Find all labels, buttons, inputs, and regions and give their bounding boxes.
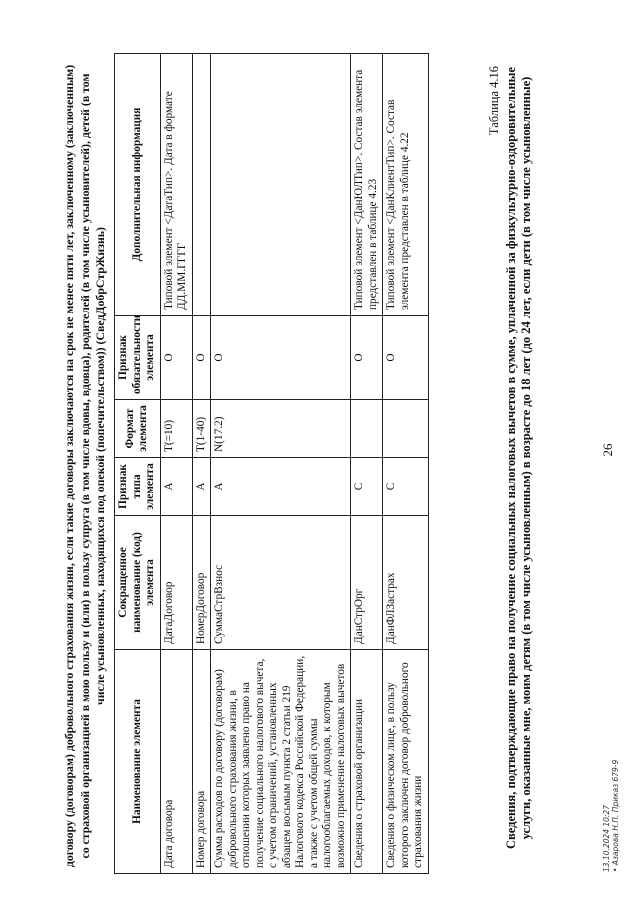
cell-name: Сведения о физическом лице, в пользу которого заключен договор добровольного страхования жизни (383, 650, 429, 874)
table-caption: Сведения, подтверждающие право на получение социальных налоговых вычетов в сумме, уплаченной за физкультурно-оздоровительные услуги, оказанные мне, моим детям (в том числе усыновленным) в возрасте до 18 лет (до 24 лет, если дети (в том числе усыновленные) (504, 67, 533, 849)
cell-format: T(=10) (160, 400, 192, 458)
cell-required: О (383, 316, 429, 400)
cell-type: А (192, 458, 211, 516)
cell-required: О (351, 316, 383, 400)
cell-format: T(1-40) (192, 400, 211, 458)
header-type: Признак типа элемента (115, 458, 161, 516)
cell-name: Сведения о страховой организации (351, 650, 383, 874)
cell-info: Типовой элемент <ДанКлиентТип>. Состав элемента представлен в таблице 4.22 (383, 54, 429, 316)
signature-stamp (602, 612, 620, 872)
header-info: Дополнительная информация (115, 54, 161, 316)
cell-format (351, 400, 383, 458)
stamp-line: • Азарова Н.П. Приказ 679-9 (611, 759, 620, 872)
cell-name: Сумма расходов по договору (договорам) добровольного страхования жизни, в отношении которых заявлено право на получение социального налогового вычета, с учетом ограничений, установленных абзацем восьмым пункта 2 статьи 219 Налогового кодекса Российской Федерации, а также с учетом общей суммы налогооблагаемых доходов, к которым возможно применение налоговых вычетов (211, 650, 351, 874)
header-format: Формат элемента (115, 400, 161, 458)
cell-type: А (211, 458, 351, 516)
cell-code: СуммаСтрВзнос (211, 516, 351, 650)
cell-type: С (383, 458, 429, 516)
cell-type: А (160, 458, 192, 516)
page-number: 26 (600, 443, 615, 457)
cell-required: О (160, 316, 192, 400)
next-table-heading (487, 56, 534, 860)
table-row (351, 54, 383, 874)
table-header-row (115, 54, 161, 874)
cell-info (211, 54, 351, 316)
cell-code: НомерДоговор (192, 516, 211, 650)
element-table (114, 53, 429, 874)
cell-name: Номер договора (192, 650, 211, 874)
cell-code: ДанСтрОрг (351, 516, 383, 650)
cell-required: О (211, 316, 351, 400)
cell-code: ДатаДоговор (160, 516, 192, 650)
cell-format (383, 400, 429, 458)
cell-name: Дата договора (160, 650, 192, 874)
stamp-line: 13.10.2024 10:27 (602, 805, 611, 872)
table-label: Таблица 4.16 (487, 66, 501, 136)
cell-code: ДанФЛЗастрах (383, 516, 429, 650)
table-row (160, 54, 192, 874)
table-row (383, 54, 429, 874)
cell-type: С (351, 458, 383, 516)
header-name: Наименование элемента (115, 650, 161, 874)
cell-info (192, 54, 211, 316)
cell-format: N(17.2) (211, 400, 351, 458)
cell-info: Типовой элемент <ДатаТип>. Дата в формате ДД.ММ.ГГГГ (160, 54, 192, 316)
header-code: Сокращенное наименование (код) элемента (115, 516, 161, 650)
header-required: Признак обязательности элемента (115, 316, 161, 400)
table-caption-continued: договору (договорам) добровольного страхования жизни, если такие договоры заключаются на срок не менее пяти лет, заключенному (заключенным) со страховой организацией в мою пользу и (или) в пользу супруга (в том числе вдовы, вдовца), родителей (в том числе усыновителей), детей (в том числе усыновленных, находящихся под опекой (попечительством)) (СведДобрСтрЖизнь) (62, 64, 107, 868)
cell-info: Типовой элемент <ДанЮЛТип>. Состав элемента представлен в таблице 4.23 (351, 54, 383, 316)
table-row (192, 54, 211, 874)
table-row (211, 54, 351, 874)
cell-required: О (192, 316, 211, 400)
